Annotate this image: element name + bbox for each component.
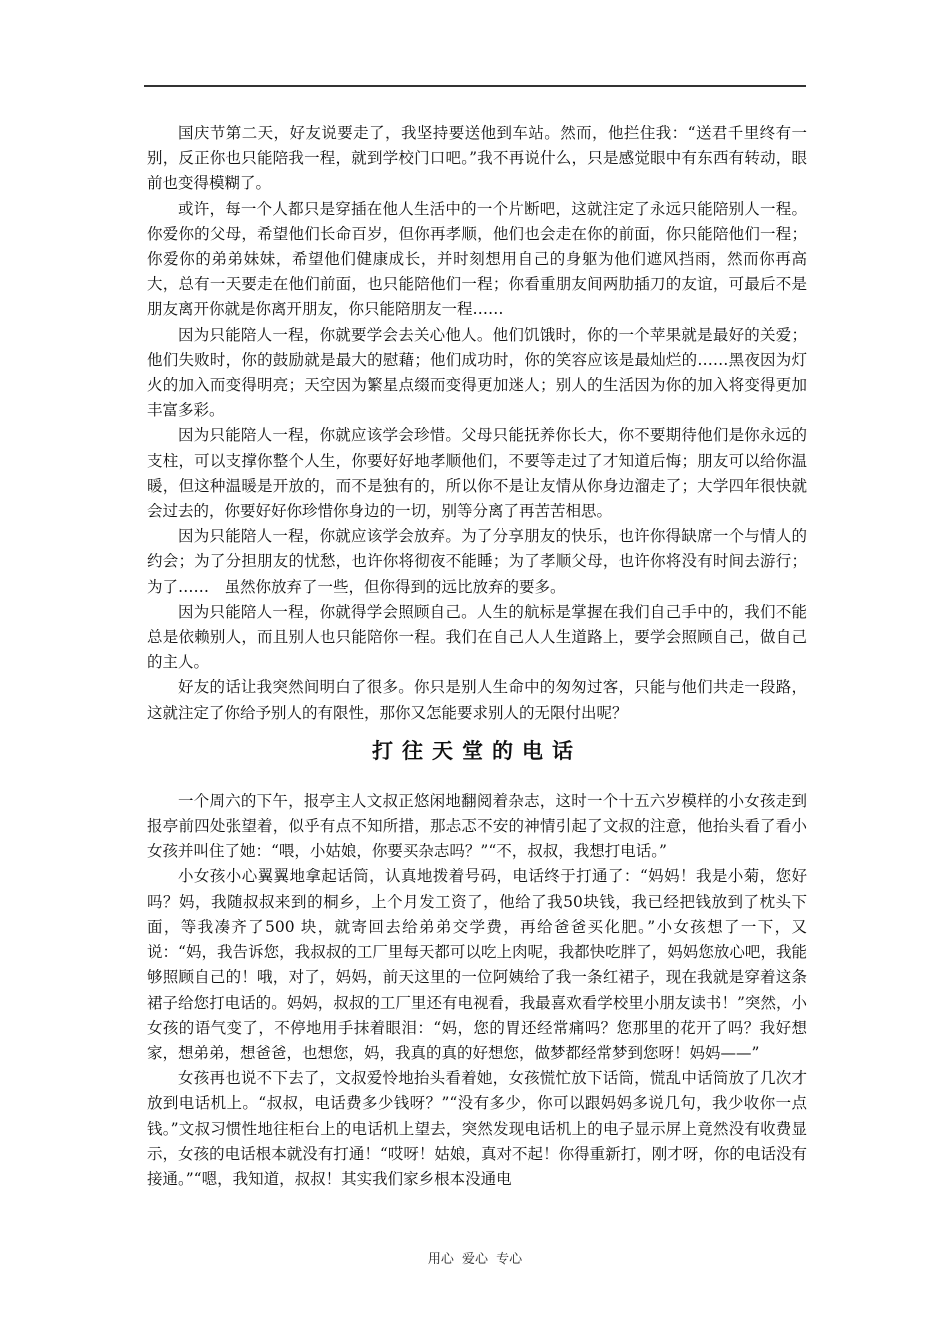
essay-paragraph-5: 因为只能陪人一程，你就应该学会放弃。为了分享朋友的快乐，也许你得缺席一个与情人的约会；为了分担朋友的忧愁，也许你将彻夜不能睡；为了孝顺父母，也许你将没有时间去游行；为了…… 虽然你放弃了一些，但你得到的远比放弃的要多。	[147, 527, 807, 596]
story-paragraph-3: 女孩再也说不下去了，文叔爱怜地抬头看着她，女孩慌忙放下话筒，慌乱中话筒放了几次才放到电话机上。“叔叔，电话费多少钱呀？”“没有多少，你可以跟妈妈多说几句，我少收你一点钱。”文叔习惯性地往柜台上的电话机上望去，突然发现电话机上的电子显示屏上竟然没有收费显示，女孩的电话根本就没有打通！“哎呀！姑娘，真对不起！你得重新打，刚才呀，你的电话没有接通。”“嗯，我知道，叔叔！其实我们家乡根本没通电	[147, 1069, 807, 1188]
essay-paragraph-7: 好友的话让我突然间明白了很多。你只是别人生命中的匆匆过客，只能与他们共走一段路，这就注定了你给予别人的有限性，那你又怎能要求别人的无限付出呢？	[147, 678, 807, 722]
title-spacer	[147, 778, 807, 789]
document-body	[147, 121, 807, 1192]
story-paragraph-1: 一个周六的下午，报亭主人文叔正悠闲地翻阅着杂志，这时一个十五六岁模样的小女孩走到报亭前四处张望着，似乎有点不知所措，那忐忑不安的神情引起了文叔的注意，他抬头看了看小女孩并叫住了她：“喂，小姑娘，你要买杂志吗？”“不，叔叔，我想打电话。”	[147, 791, 807, 861]
header-rule	[144, 85, 806, 87]
essay-paragraph-3: 因为只能陪人一程，你就要学会去关心他人。他们饥饿时，你的一个苹果就是最好的关爱；他们失败时，你的鼓励就是最大的慰藉；他们成功时，你的笑容应该是最灿烂的……黑夜因为灯火的加入而变得明亮；天空因为繁星点缀而变得更加迷人；别人的生活因为你的加入将变得更加丰富多彩。	[147, 325, 807, 420]
essay-paragraph-6: 因为只能陪人一程，你就得学会照顾自己。人生的航标是掌握在我们自己手中的，我们不能总是依赖别人，而且别人也只能陪你一程。我们在自己人人生道路上，要学会照顾自己，做自己的主人。	[147, 602, 807, 672]
essay-paragraph-1: 国庆节第二天，好友说要走了，我坚持要送他到车站。然而，他拦住我：“送君千里终有一别，反正你也只能陪我一程，就到学校门口吧。”我不再说什么，只是感觉眼中有东西有转动，眼前也变得模糊了。	[147, 124, 807, 193]
story-paragraph-2: 小女孩小心翼翼地拿起话筒，认真地拨着号码，电话终于打通了：“妈妈！我是小菊，您好吗？妈，我随叔叔来到的桐乡，上个月发工资了，他给了我50块钱，我已经把钱放到了枕头下面，等我凑齐了500 块，就寄回去给弟弟交学费，再给爸爸买化肥。”小女孩想了一下，又说：“妈，我告诉您，我叔叔的工厂里每天都可以吃上肉呢，我都快吃胖了，妈妈您放心吧，我能够照顾自己的！哦，对了，妈妈，前天这里的一位阿姨给了我一条红裙子，现在我就是穿着这条裙子给您打电话的。妈妈，叔叔的工厂里还有电视看，我最喜欢看学校里小朋友读书！”突然，小女孩的语气变了，不停地用手抹着眼泪：“妈，您的胃还经常痛吗？您那里的花开了吗？我好想家，想弟弟，想爸爸，也想您，妈，我真的真的好想您，做梦都经常梦到您呀！妈妈——”	[147, 867, 807, 1062]
essay-paragraph-4: 因为只能陪人一程，你就应该学会珍惜。父母只能抚养你长大，你不要期待他们是你永远的支柱，可以支撑你整个人生，你要好好地孝顺他们，不要等走过了才知道后悔；朋友可以给你温暖，但这种温暖是开放的，而不是独有的，所以你不是让友情从你身边溜走了；大学四年很快就会过去的，你要好好你珍惜你身边的一切，别等分离了再苦苦相思。	[147, 426, 807, 521]
essay-paragraph-2: 或许，每一个人都只是穿插在他人生活中的一个片断吧，这就注定了永远只能陪别人一程。你爱你的父母，希望他们长命百岁，但你再孝顺，他们也会走在你的前面，你只能陪他们一程；你爱你的弟弟妹妹，希望他们健康成长，并时刻想用自己的身躯为他们遮风挡雨，然而你再高大，总有一天要走在他们前面，也只能陪他们一程；你看重朋友间两肋插刀的友谊，可最后不是朋友离开你就是你离开朋友，你只能陪朋友一程……	[147, 199, 807, 319]
page-footer: 用心 爱心 专心	[427, 1252, 523, 1267]
story-title: 打往天堂的电话	[372, 738, 582, 763]
